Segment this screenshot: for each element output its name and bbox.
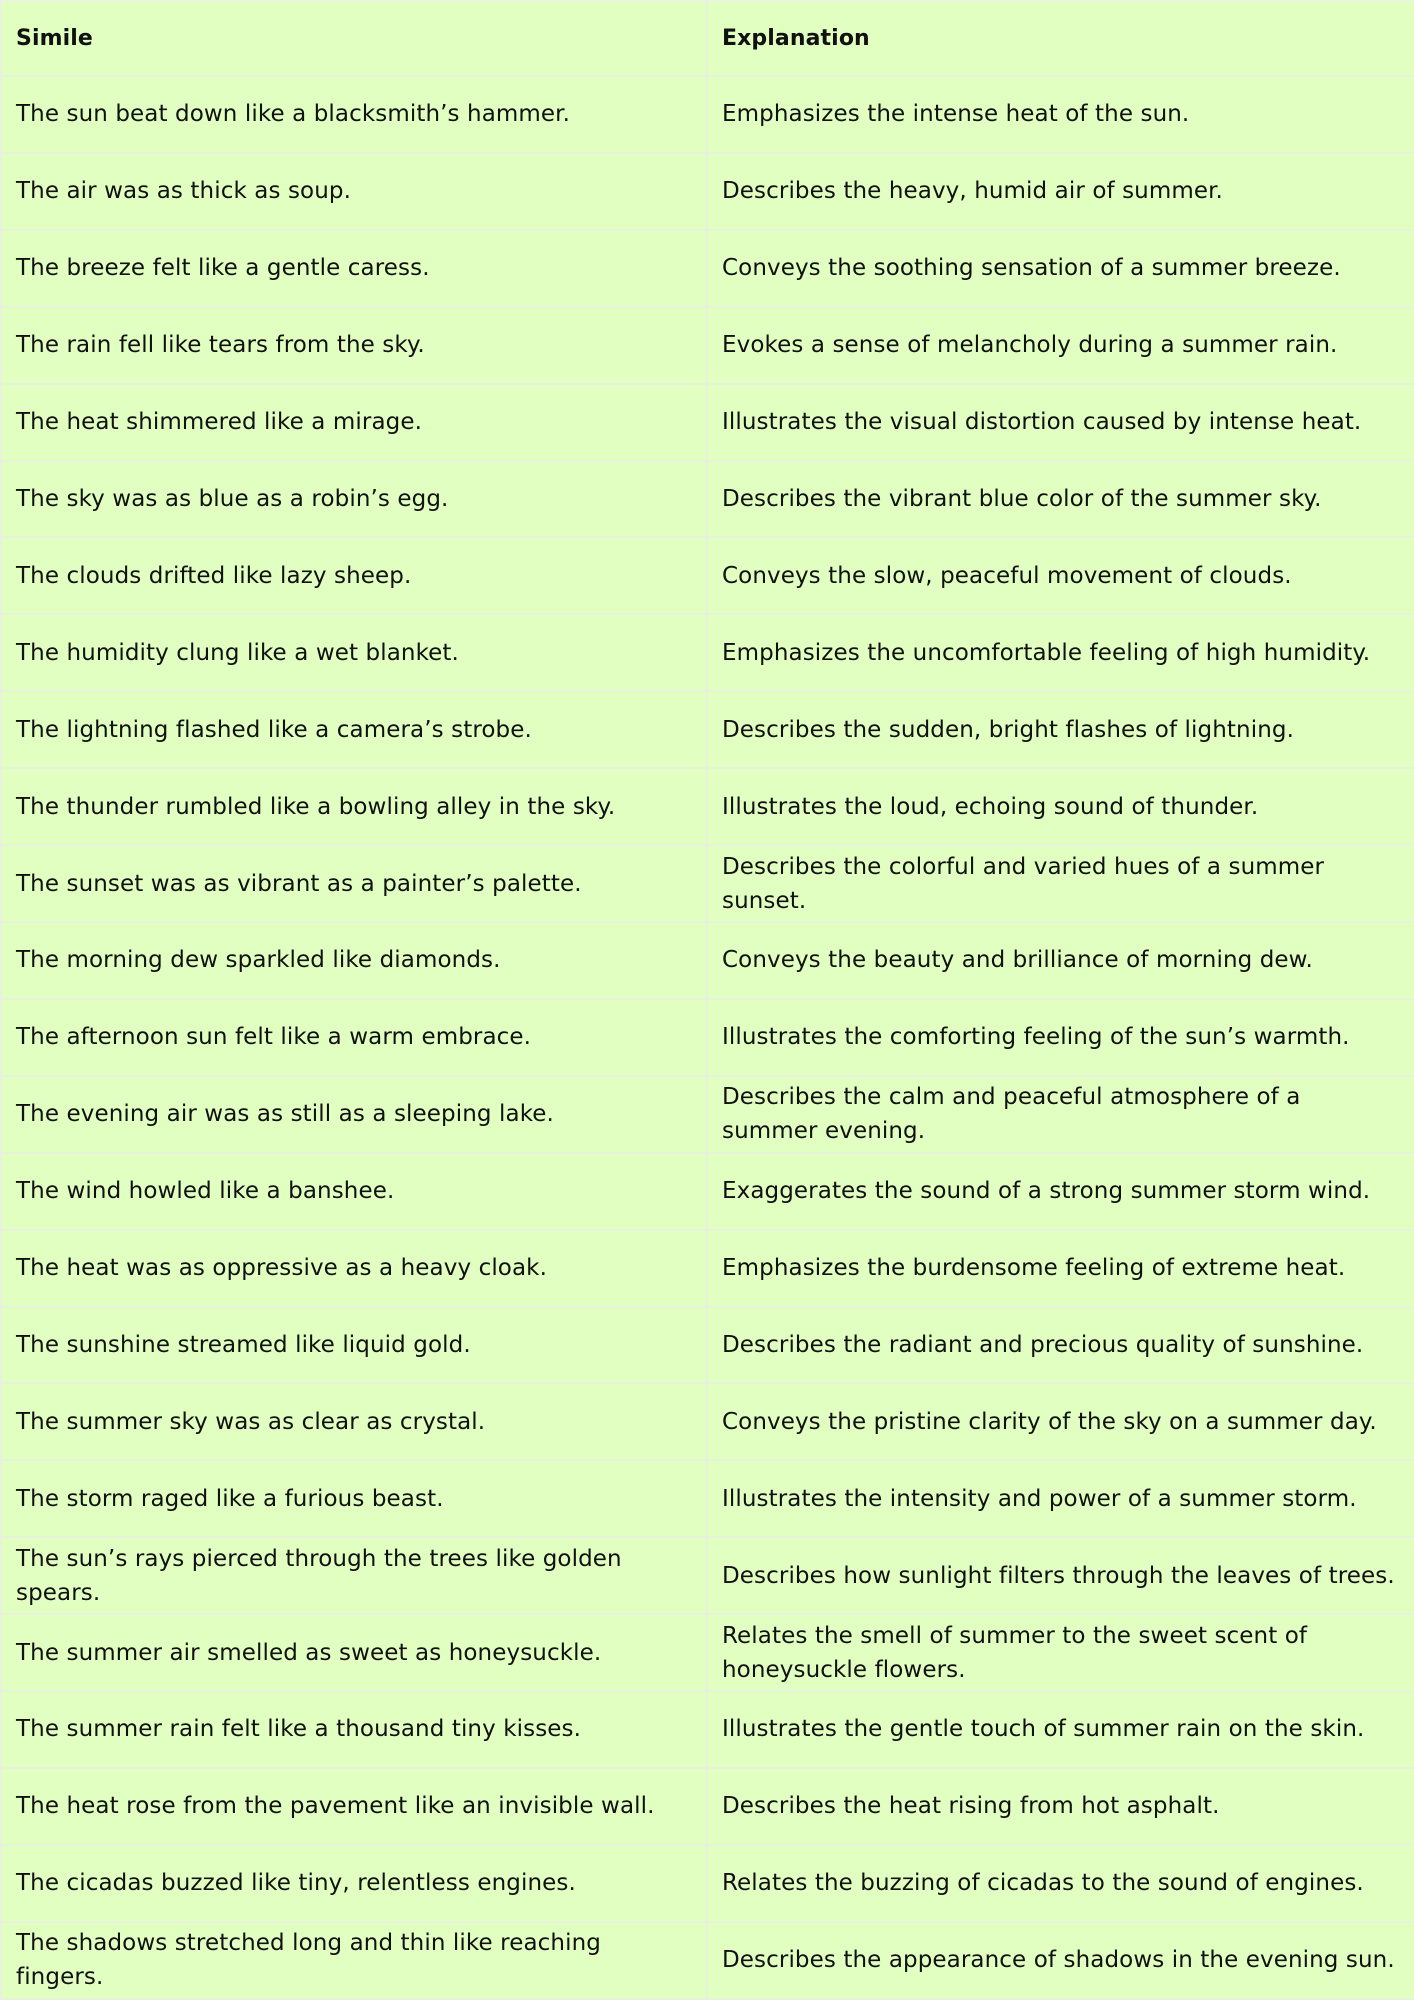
explanation-cell: Relates the smell of summer to the sweet scent of honeysuckle flowers.	[707, 1614, 1414, 1691]
column-header-simile: Simile	[1, 1, 707, 76]
table-row	[1, 1537, 1414, 1614]
simile-cell: The shadows stretched long and thin like reaching fingers.	[1, 1922, 707, 1999]
table-row	[1, 614, 1414, 691]
simile-cell: The summer air smelled as sweet as honeysuckle.	[1, 1614, 707, 1691]
table-row	[1, 1460, 1414, 1537]
explanation-cell: Illustrates the gentle touch of summer rain on the skin.	[707, 1691, 1414, 1768]
explanation-cell: Describes the sudden, bright flashes of lightning.	[707, 691, 1414, 768]
explanation-cell: Conveys the pristine clarity of the sky on a summer day.	[707, 1383, 1414, 1460]
simile-cell: The clouds drifted like lazy sheep.	[1, 537, 707, 614]
simile-cell: The heat shimmered like a mirage.	[1, 384, 707, 461]
explanation-cell: Conveys the beauty and brilliance of morning dew.	[707, 922, 1414, 999]
explanation-cell: Illustrates the loud, echoing sound of thunder.	[707, 768, 1414, 845]
explanation-cell: Relates the buzzing of cicadas to the sound of engines.	[707, 1845, 1414, 1922]
simile-cell: The humidity clung like a wet blanket.	[1, 614, 707, 691]
simile-cell: The afternoon sun felt like a warm embrace.	[1, 999, 707, 1076]
table-row	[1, 1230, 1414, 1307]
simile-cell: The sky was as blue as a robin’s egg.	[1, 461, 707, 538]
simile-cell: The air was as thick as soup.	[1, 153, 707, 230]
table-row	[1, 922, 1414, 999]
table-row	[1, 1922, 1414, 1999]
explanation-cell: Conveys the soothing sensation of a summer breeze.	[707, 230, 1414, 307]
table-row	[1, 537, 1414, 614]
column-header-explanation: Explanation	[707, 1, 1414, 76]
simile-cell: The heat rose from the pavement like an invisible wall.	[1, 1768, 707, 1845]
table-row	[1, 1691, 1414, 1768]
simile-cell: The morning dew sparkled like diamonds.	[1, 922, 707, 999]
explanation-cell: Illustrates the visual distortion caused by intense heat.	[707, 384, 1414, 461]
explanation-cell: Illustrates the comforting feeling of the sun’s warmth.	[707, 999, 1414, 1076]
simile-cell: The summer rain felt like a thousand tiny kisses.	[1, 1691, 707, 1768]
table-row	[1, 1614, 1414, 1691]
table-row	[1, 461, 1414, 538]
simile-cell: The sunset was as vibrant as a painter’s palette.	[1, 845, 707, 922]
simile-cell: The evening air was as still as a sleeping lake.	[1, 1076, 707, 1153]
explanation-cell: Evokes a sense of melancholy during a summer rain.	[707, 307, 1414, 384]
table-row	[1, 768, 1414, 845]
table-row	[1, 1076, 1414, 1153]
simile-cell: The breeze felt like a gentle caress.	[1, 230, 707, 307]
explanation-cell: Conveys the slow, peaceful movement of clouds.	[707, 537, 1414, 614]
explanation-cell: Describes the calm and peaceful atmosphere of a summer evening.	[707, 1076, 1414, 1153]
table-row	[1, 845, 1414, 922]
table-row	[1, 1153, 1414, 1230]
explanation-cell: Describes how sunlight filters through the leaves of trees.	[707, 1537, 1414, 1614]
table-row	[1, 1768, 1414, 1845]
table-row	[1, 691, 1414, 768]
table-row	[1, 999, 1414, 1076]
table-row	[1, 384, 1414, 461]
simile-cell: The thunder rumbled like a bowling alley in the sky.	[1, 768, 707, 845]
explanation-cell: Describes the appearance of shadows in the evening sun.	[707, 1922, 1414, 1999]
simile-cell: The rain fell like tears from the sky.	[1, 307, 707, 384]
table-row	[1, 230, 1414, 307]
explanation-cell: Describes the heat rising from hot asphalt.	[707, 1768, 1414, 1845]
simile-cell: The sun beat down like a blacksmith’s hammer.	[1, 76, 707, 153]
simile-cell: The sun’s rays pierced through the trees like golden spears.	[1, 1537, 707, 1614]
simile-cell: The lightning flashed like a camera’s strobe.	[1, 691, 707, 768]
table-row	[1, 1383, 1414, 1460]
explanation-cell: Illustrates the intensity and power of a summer storm.	[707, 1460, 1414, 1537]
table-header-row	[1, 1, 1414, 76]
explanation-cell: Emphasizes the burdensome feeling of extreme heat.	[707, 1230, 1414, 1307]
explanation-cell: Emphasizes the intense heat of the sun.	[707, 76, 1414, 153]
simile-cell: The wind howled like a banshee.	[1, 1153, 707, 1230]
table-row	[1, 1845, 1414, 1922]
explanation-cell: Describes the vibrant blue color of the summer sky.	[707, 461, 1414, 538]
table-row	[1, 76, 1414, 153]
simile-cell: The summer sky was as clear as crystal.	[1, 1383, 707, 1460]
explanation-cell: Emphasizes the uncomfortable feeling of high humidity.	[707, 614, 1414, 691]
simile-cell: The sunshine streamed like liquid gold.	[1, 1307, 707, 1384]
explanation-cell: Describes the heavy, humid air of summer.	[707, 153, 1414, 230]
explanation-cell: Describes the radiant and precious quality of sunshine.	[707, 1307, 1414, 1384]
simile-cell: The storm raged like a furious beast.	[1, 1460, 707, 1537]
explanation-cell: Describes the colorful and varied hues of a summer sunset.	[707, 845, 1414, 922]
table-row	[1, 307, 1414, 384]
simile-cell: The heat was as oppressive as a heavy cloak.	[1, 1230, 707, 1307]
explanation-cell: Exaggerates the sound of a strong summer storm wind.	[707, 1153, 1414, 1230]
table-row	[1, 1307, 1414, 1384]
table-row	[1, 153, 1414, 230]
simile-cell: The cicadas buzzed like tiny, relentless engines.	[1, 1845, 707, 1922]
